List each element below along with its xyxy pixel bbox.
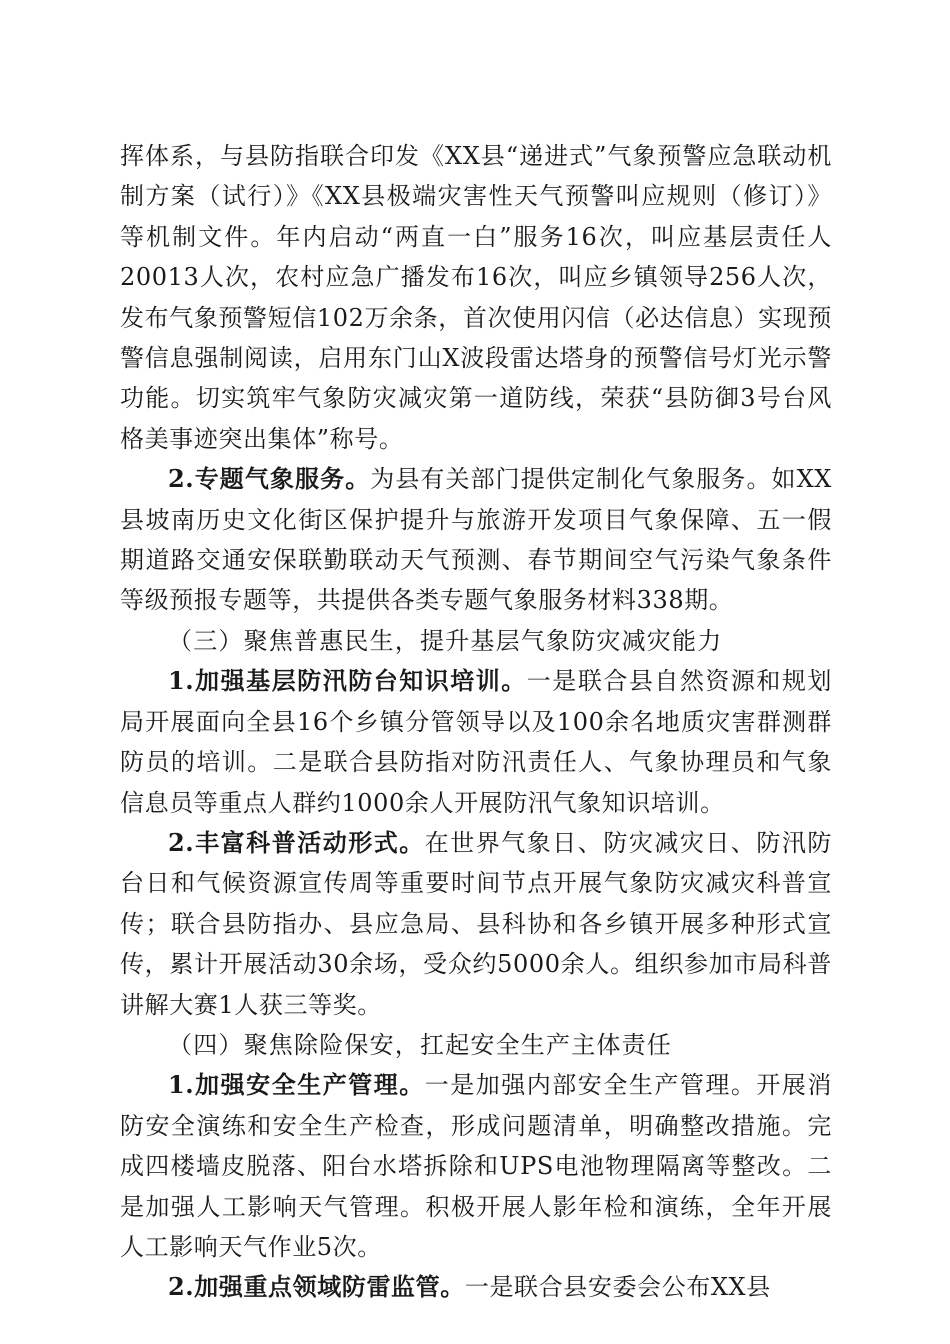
paragraph-lead: 2.加强重点领域防雷监管。 bbox=[168, 1272, 465, 1302]
section-heading-4: （四）聚焦除险保安，扛起安全生产主体责任 bbox=[168, 1030, 672, 1059]
paragraph-text: 为县有关部门提供定制化气象服务。如XX县坡南历史文化街区保护提升与旅游开发项目气象保障、五一假期道路交通安保联勤联动天气预测、春节期间空气污染气象条件等级预报专题等，共提供各类专题气象服务材料338期。 bbox=[120, 465, 832, 615]
paragraph-special-service bbox=[120, 459, 832, 621]
paragraph-text: 在世界气象日、防灾减灾日、防汛防台日和气候资源宣传周等重要时间节点开展气象防灾减灾科普宣传；联合县防指办、县应急局、县科协和各乡镇开展多种形式宣传，累计开展活动30余场，受众约5000余人。组织参加市局科普讲解大赛1人获三等奖。 bbox=[120, 828, 832, 1019]
section-heading-3: （三）聚焦普惠民生，提升基层气象防灾减灾能力 bbox=[168, 626, 723, 655]
paragraph-lead: 1.加强安全生产管理。 bbox=[168, 1070, 425, 1100]
paragraph-lead: 2.丰富科普活动形式。 bbox=[168, 827, 425, 857]
paragraph-warning-mechanism: 挥体系，与县防指联合印发《XX县“递进式”气象预警应急联动机制方案（试行）》《XX县极端灾害性天气预警叫应规则（修订）》等机制文件。年内启动“两直一白”服务16次，叫应基层责任人20013人次，农村应急广播发布16次，叫应乡镇领导256人次，发布气象预警短信102万余条，首次使用闪信（必达信息）实现预警信息强制阅读，启用东门山X波段雷达塔身的预警信号灯光示警功能。切实筑牢气象防灾减灾第一道防线，荣获“县防御3号台风格美事迹突出集体”称号。 bbox=[120, 142, 832, 453]
paragraph-training bbox=[120, 661, 832, 823]
paragraph-science-popularization bbox=[120, 823, 832, 1025]
paragraph-text: 一是加强内部安全生产管理。开展消防安全演练和安全生产检查，形成问题清单，明确整改措施。完成四楼墙皮脱落、阳台水塔拆除和UPS电池物理隔离等整改。二是加强人工影响天气管理。积极开展人影年检和演练，全年开展人工影响天气作业5次。 bbox=[120, 1071, 832, 1261]
paragraph-lightning-supervision bbox=[120, 1267, 832, 1307]
paragraph-lead: 1.加强基层防汛防台知识培训。 bbox=[168, 666, 527, 696]
paragraph-safety-management bbox=[120, 1065, 832, 1267]
paragraph-text: 一是联合县自然资源和规划局开展面向全县16个乡镇分管领导以及100余名地质灾害群测群防员的培训。二是联合县防指对防汛责任人、气象协理员和气象信息员等重点人群约1000余人开展防汛气象知识培训。 bbox=[120, 667, 832, 817]
document-body bbox=[120, 136, 832, 1308]
paragraph-text: 一是联合县安委会公布XX县 bbox=[464, 1273, 771, 1302]
paragraph-lead: 2.专题气象服务。 bbox=[168, 464, 371, 494]
